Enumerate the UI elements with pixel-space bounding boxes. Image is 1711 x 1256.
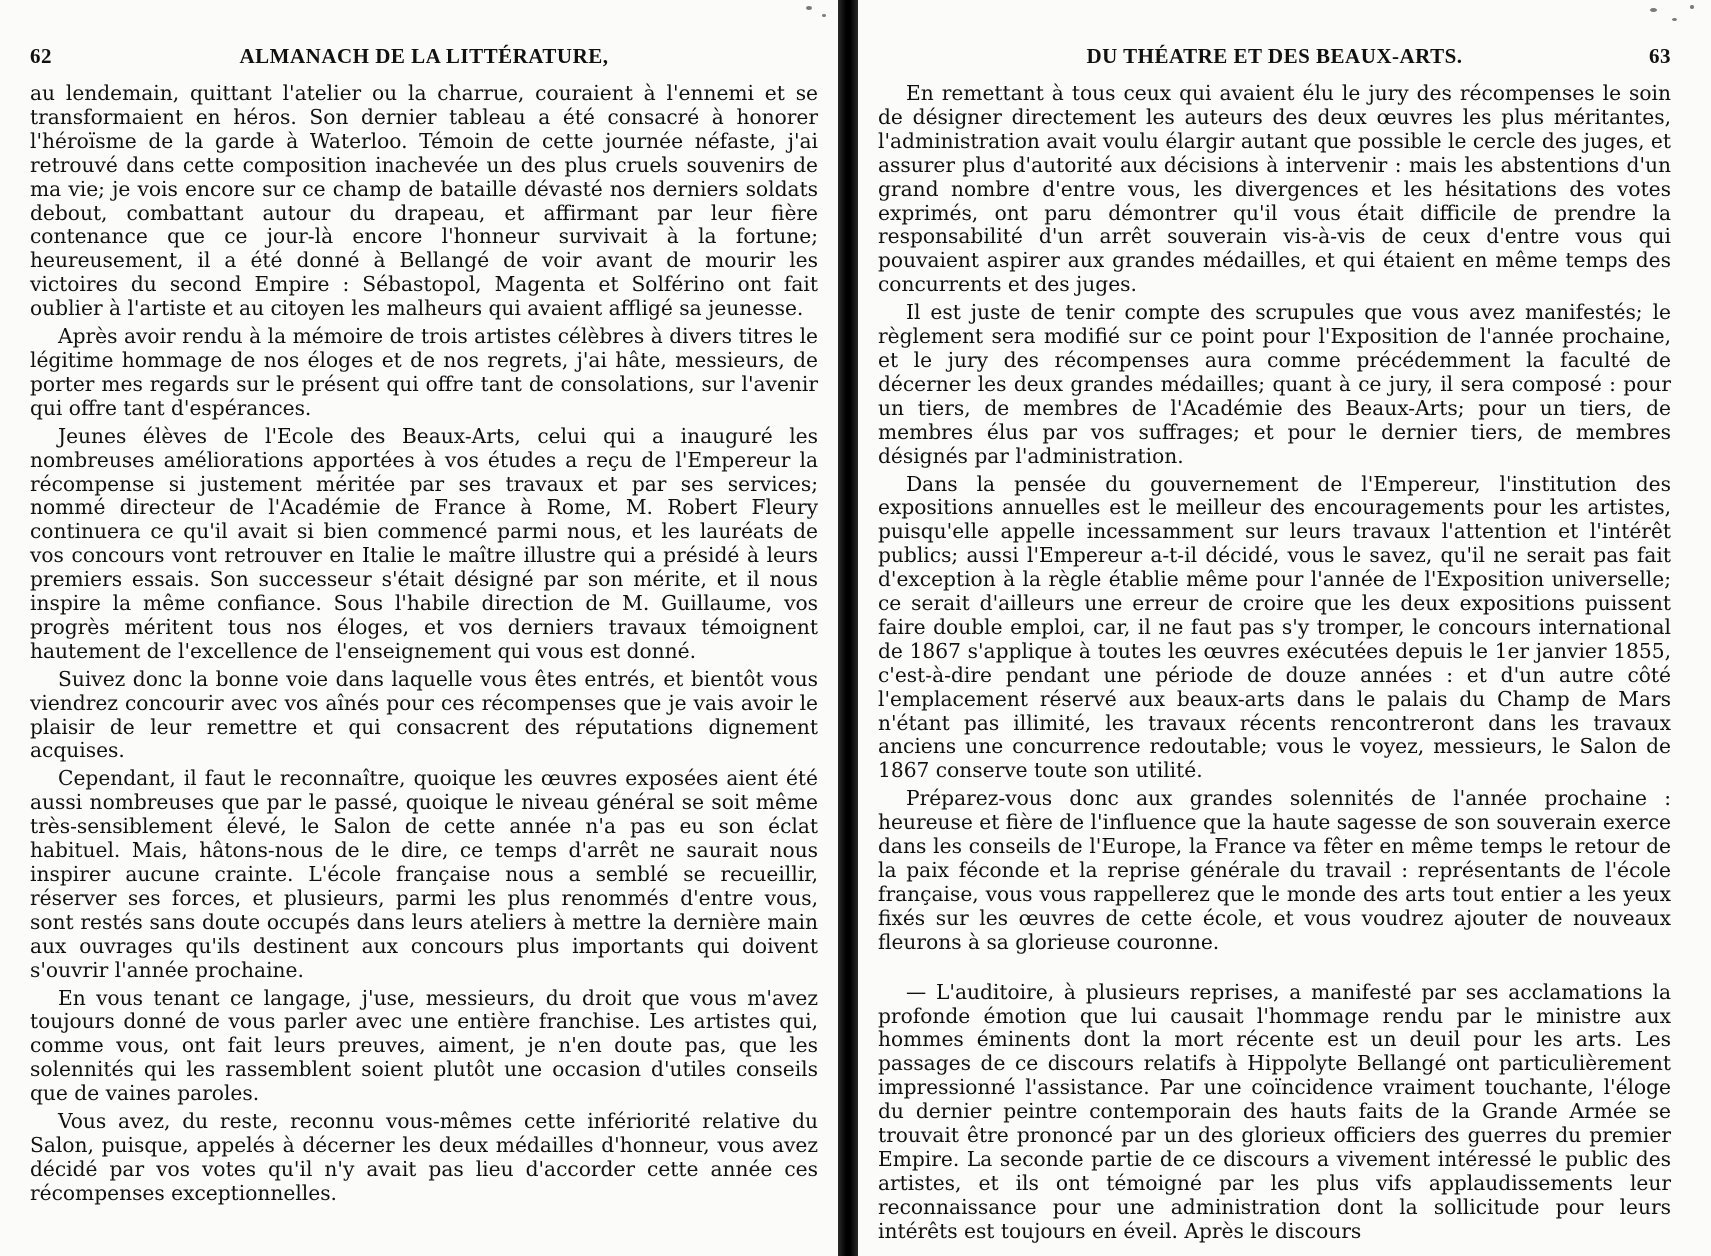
right-paragraph-3: Dans la pensée du gouvernement de l'Empereur, l'institution des expositions annuelles est le meilleur des encouragements pour les artistes, puisqu'elle appelle incessamment sur leurs travaux l'attention et l'intérêt publics; aussi l'Empereur a-t-il décidé, vous le savez, qu'il ne serait pas fait d'exception à la règle établie même pour l'année de l'Exposition universelle; ce serait d'ailleurs une erreur de croire que les deux expositions puissent faire double emploi, car, il ne faut pas s'y tromper, le concours international de 1867 s'applique à toutes les œuvres exécutées depuis le 1er janvier 1855, c'est-à-dire pendant une période de douze années : et d'un autre côté l'emplacement réservé aux beaux-arts dans le palais du Champ de Mars n'étant pas illimité, les travaux récents rencontreront dans les travaux anciens une concurrence redoutable; vous le voyez, messieurs, le Salon de 1867 conserve toute son utilité. <box>878 471 1671 783</box>
left-paragraph-4: Suivez donc la bonne voie dans laquelle vous êtes entrés, et bientôt vous viendrez concourir avec vos aînés pour ces récompenses que je vais avoir le plaisir de leur remettre et qui consacrent des réputations dignement acquises. <box>30 666 818 763</box>
right-running-head: DU THÉATRE ET DES BEAUX-ARTS. <box>1086 44 1463 68</box>
left-page-header <box>30 44 818 78</box>
scan-speck <box>1650 8 1657 12</box>
scan-speck <box>806 6 812 10</box>
right-page-header <box>878 44 1671 78</box>
left-page <box>0 0 838 1256</box>
left-paragraph-5: Cependant, il faut le reconnaître, quoique les œuvres exposées aient été aussi nombreuses que par le passé, quoique le niveau général se soit même très-sensiblement élevé, le Salon de cette année n'a pas eu son éclat habituel. Mais, hâtons-nous de le dire, ce temps d'arrêt ne saurait nous inspirer aucune crainte. L'école française nous a semblé se recueillir, réserver ses forces, et plusieurs, parmi les plus renommés d'entre vous, sont restés sans doute occupés dans leurs ateliers à mettre la dernière main aux ouvrages qu'ils destinent aux concours plus importants qui doivent s'ouvrir l'année prochaine. <box>30 766 818 982</box>
right-page-number: 63 <box>1649 44 1671 68</box>
scan-speck <box>1672 18 1677 21</box>
scan-speck <box>822 14 826 17</box>
scan-speck <box>1690 5 1694 9</box>
left-paragraph-1: au lendemain, quittant l'atelier ou la charrue, couraient à l'ennemi et se transformaient en héros. Son dernier tableau a été consacré à honorer l'héroïsme de la garde à Waterloo. Témoin de cette journée néfaste, j'ai retrouvé dans cette composition inachevée un des plus cruels souvenirs de ma vie; je vois encore sur ce champ de bataille dévasté nos derniers soldats debout, combattant autour du drapeau, et affirmant par leur fière contenance que ce jour-là encore l'honneur survivait à la fortune; heureusement, il a été donné à Bellangé de voir avant de mourir les victoires du second Empire : Sébastopol, Magenta et Solférino ont fait oublier à l'artiste et au citoyen les malheurs qui avaient affligé sa jeunesse. <box>30 81 818 321</box>
left-running-head: ALMANACH DE LA LITTÉRATURE, <box>239 44 609 68</box>
left-paragraph-2: Après avoir rendu à la mémoire de trois artistes célèbres à divers titres le légitime hommage de nos éloges et de nos regrets, j'ai hâte, messieurs, de porter mes regards sur le présent qui offre tant de consolations, sur l'avenir qui offre tant d'espérances. <box>30 324 818 420</box>
right-page <box>858 0 1711 1256</box>
left-paragraph-7: Vous avez, du reste, reconnu vous-mêmes cette infériorité relative du Salon, puisque, appelés à décerner les deux médailles d'honneur, vous avez décidé par vos votes qu'il n'y avait pas lieu d'accorder cette année ces récompenses exceptionnelles. <box>30 1109 818 1205</box>
left-page-number: 62 <box>30 44 52 68</box>
book-gutter <box>838 0 858 1256</box>
left-paragraph-6: En vous tenant ce langage, j'use, messieurs, du droit que vous m'avez toujours donné de vous parler avec une entière franchise. Les artistes qui, comme vous, ont fait leurs preuves, aiment, je n'en doute pas, que les solennités qui les rassemblent soient plutôt une occasion d'utiles conseils que de vaines paroles. <box>30 985 818 1106</box>
left-paragraph-3: Jeunes élèves de l'Ecole des Beaux-Arts, celui qui a inauguré les nombreuses améliorations apportées à vos études a reçu de l'Empereur la récompense si justement méritée par ses travaux et par ses services; nommé directeur de l'Académie de France à Rome, M. Robert Fleury continuera ce qu'il avait si bien commencé parmi nous, et les lauréats de vos concours vont retrouver en Italie le maître illustre qui a présidé à leurs premiers essais. Son successeur s'était désigné par son mérite, et il nous inspire la même confiance. Sous l'habile direction de M. Guillaume, vos progrès méritent tous nos éloges, et vos derniers travaux témoignent hautement de l'excellence de l'enseignement qui vous est donné. <box>30 423 818 663</box>
right-paragraph-2: Il est juste de tenir compte des scrupules que vous avez manifestés; le règlement sera modifié sur ce point pour l'Exposition de l'année prochaine, et le jury des récompenses aura comme précédemment la faculté de décerner les deux grandes médailles; quant à ce jury, il sera composé : pour un tiers, de membres de l'Académie des Beaux-Arts; pour un tiers, de membres élus par vos suffrages; et pour le dernier tiers, de membres désignés par l'administration. <box>878 300 1671 468</box>
right-paragraph-5: — L'auditoire, à plusieurs reprises, a manifesté par ses acclamations la profonde émotion que lui causait l'hommage rendu par le ministre aux hommes éminents dont la mort récente est un deuil pour les arts. Les passages de ce discours relatifs à Hippolyte Bellangé ont particulièrement impressionné l'assistance. Par une coïncidence vraiment touchante, l'éloge du dernier peintre contemporain des hauts faits de la Grande Armée se trouvait être prononcé par un des glorieux officiers des guerres du premier Empire. La seconde partie de ce discours a vivement intéressé le public des artistes, et ils ont témoigné par les plus vifs applaudissements leur reconnaissance pour une administration dont la sollicitude pour leurs intérêts est toujours en éveil. Après le discours <box>878 979 1671 1243</box>
right-paragraph-4: Préparez-vous donc aux grandes solennités de l'année prochaine : heureuse et fière de l'influence que la haute sagesse de son souverain exerce dans les conseils de l'Europe, la France va fêter en même temps le retour de la paix féconde et la reprise générale du travail : représentants de l'école française, vous vous rappellerez que le monde des arts tout entier a les yeux fixés sur les œuvres de cette école, et vous voudrez ajouter de nouveaux fleurons à sa glorieuse couronne. <box>878 786 1671 954</box>
right-paragraph-1: En remettant à tous ceux qui avaient élu le jury des récompenses le soin de désigner directement les auteurs des deux œuvres les plus méritantes, l'administration avait voulu élargir autant que possible le cercle des juges, et assurer plus d'autorité aux décisions à intervenir : mais les abstentions d'un grand nombre d'entre vous, les divergences et les hésitations des votes exprimés, ont paru démontrer qu'il vous était difficile de prendre la responsabilité d'un arrêt souverain vis-à-vis de ceux d'entre vous qui pouvaient aspirer aux grandes médailles, et qui étaient en même temps des concurrents et des juges. <box>878 81 1671 297</box>
